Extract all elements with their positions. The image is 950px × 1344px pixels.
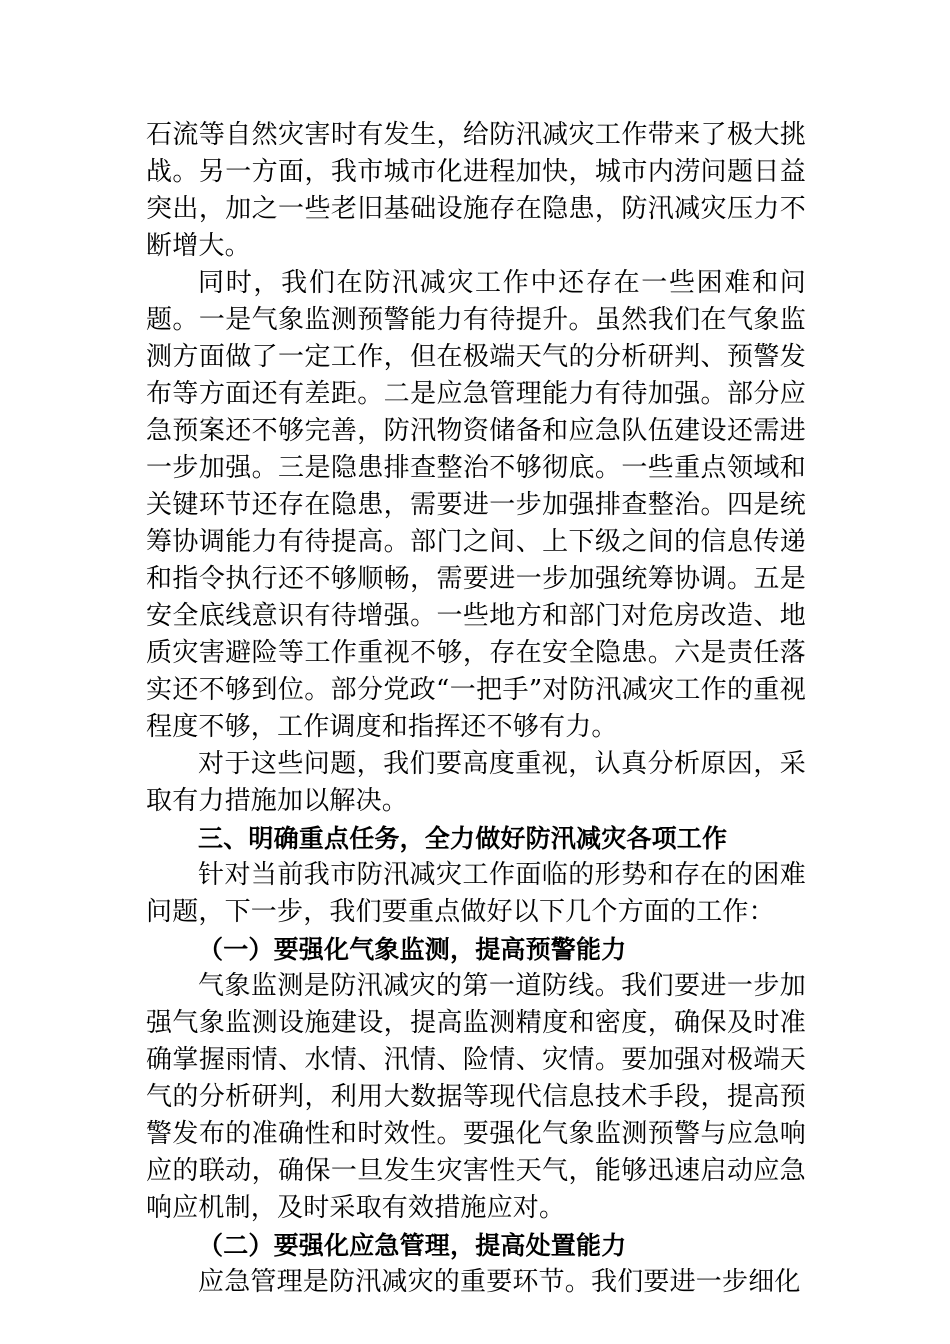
paragraph-continued: 石流等自然灾害时有发生，给防汛减灾工作带来了极大挑战。另一方面，我市城市化进程加快，城市内涝问题日益突出，加之一些老旧基础设施存在隐患，防汛减灾压力不断增大。 — [146, 120, 806, 261]
subheading-1: （一）要强化气象监测，提高预警能力 — [198, 935, 627, 964]
paragraph-problems: 同时，我们在防汛减灾工作中还存在一些困难和问题。一是气象监测预警能力有待提升。虽然我们在气象监测方面做了一定工作，但在极端天气的分析研判、预警发布等方面还有差距。二是应急管理能力有待加强。部分应急预案还不够完善，防汛物资储备和应急队伍建设还需进一步加强。三是隐患排查整治不够彻底。一些重点领域和关键环节还存在隐患，需要进一步加强排查整治。四是统筹协调能力有待提高。部门之间、上下级之间的信息传递和指令执行还不够顺畅，需要进一步加强统筹协调。五是安全底线意识有待增强。一些地方和部门对危房改造、地质灾害避险等工作重视不够，存在安全隐患。六是责任落实还不够到位。部分党政“一把手”对防汛减灾工作的重视程度不够，工作调度和指挥还不够有力。 — [146, 268, 806, 742]
paragraph-resolve: 对于这些问题，我们要高度重视，认真分析原因，采取有力措施加以解决。 — [146, 749, 806, 816]
paragraph-emergency-management: 应急管理是防汛减灾的重要环节。我们要进一步细化 — [198, 1267, 801, 1297]
subheading-2: （二）要强化应急管理，提高处置能力 — [198, 1231, 627, 1260]
document-page — [146, 117, 806, 1301]
section-heading-3: 三、明确重点任务，全力做好防汛减灾各项工作 — [198, 824, 728, 853]
paragraph-tasks-intro: 针对当前我市防汛减灾工作面临的形势和存在的困难问题，下一步，我们要重点做好以下几个方面的工作： — [146, 860, 806, 927]
paragraph-weather-monitoring: 气象监测是防汛减灾的第一道防线。我们要进一步加强气象监测设施建设，提高监测精度和密度，确保及时准确掌握雨情、水情、汛情、险情、灾情。要加强对极端天气的分析研判，利用大数据等现代信息技术手段，提高预警发布的准确性和时效性。要强化气象监测预警与应急响应的联动，确保一旦发生灾害性天气，能够迅速启动应急响应机制，及时采取有效措施应对。 — [146, 971, 806, 1223]
